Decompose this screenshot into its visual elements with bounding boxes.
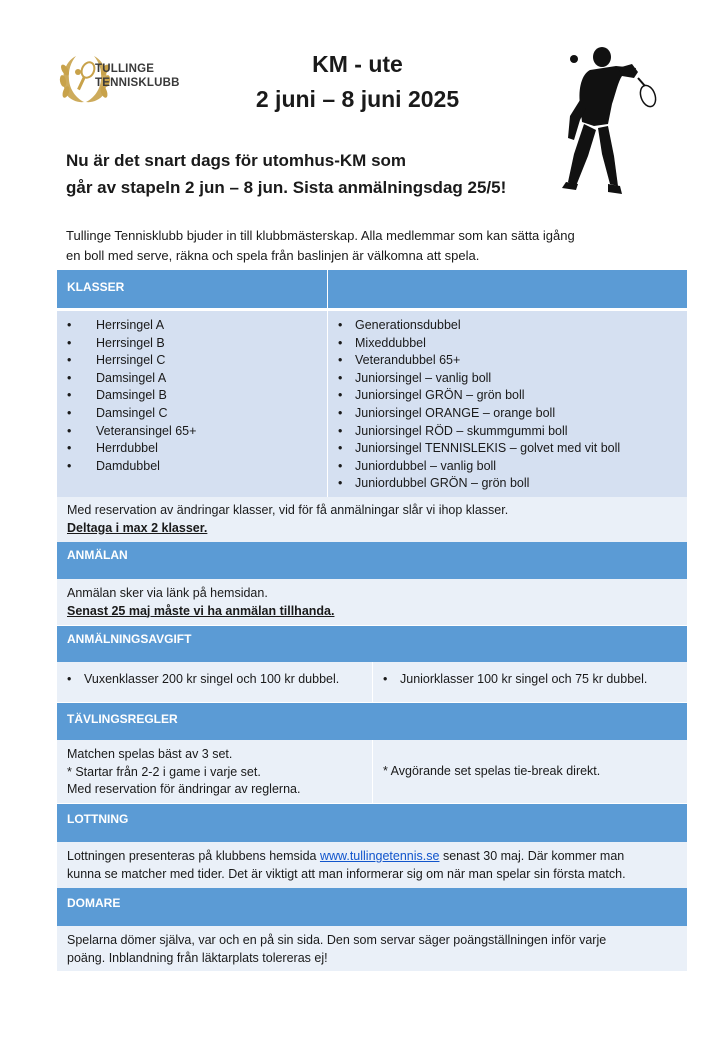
club-name-line2: TENNISKLUBB [95,77,180,89]
klass-left-item: • Veteransingel 65+ [67,423,317,441]
domare-header: DOMARE [57,888,687,926]
klass-left-item: • Damsingel A [67,370,317,388]
klass-right-item: • Juniorsingel GRÖN – grön boll [338,387,677,405]
klass-right-item: • Generationsdubbel [338,317,677,335]
domare-line1: Spelarna dömer själva, var och en på sin sida. Den som servar säger poängställningen inför varje [67,933,607,947]
klass-left-item: • Damsingel B [67,387,317,405]
club-name-line1: TULLINGE [95,63,155,75]
domare-line2: poäng. Inblandning från läktarplats tolereras ej! [67,950,328,965]
anmalan-section [57,542,687,625]
intro-line2: en boll med serve, räkna och spela från baslinjen är välkomna att spela. [66,248,480,263]
klasser-left-column [57,311,328,497]
klass-right-item: • Mixeddubbel [338,335,677,353]
regler-line2: * Startar från 2-2 i game i varje set. [67,764,261,779]
klasser-header: KLASSER [57,270,328,308]
klasser-note-bold: Deltaga i max 2 klasser. [67,520,208,535]
regler-line3: Med reservation för ändringar av reglerna. [67,782,301,796]
klasser-list-row [57,308,687,497]
klasser-left-list [67,317,317,475]
regler-header: TÄVLINGSREGLER [57,703,687,740]
klass-left-item: • Damsingel C [67,405,317,423]
lottning-body [57,842,687,888]
anmalan-text: Anmälan sker via länk på hemsidan. [67,586,268,600]
klass-left-item: • Herrsingel A [67,317,317,335]
regler-section [57,703,687,803]
domare-section [57,888,687,971]
intro-line1: Tullinge Tennisklubb bjuder in till klubbmästerskap. Alla medlemmar som kan sätta igång [66,228,575,243]
klasser-header-row [57,270,687,308]
page-title [200,50,515,113]
klass-left-item: • Herrsingel C [67,352,317,370]
anmalan-header: ANMÄLAN [57,542,687,579]
klass-right-item: • Veterandubbel 65+ [338,352,677,370]
lottning-section [57,804,687,888]
avgift-row [57,662,687,702]
club-website-link[interactable]: www.tullingetennis.se [319,849,440,863]
regler-row [57,740,687,803]
avgift-right [373,662,687,702]
headline-line2: går av stapeln 2 jun – 8 jun. Sista anmälningsdag 25/5! [66,178,507,197]
avgift-left [57,662,373,702]
klass-right-item: • Juniordubbel – vanlig boll [338,458,677,476]
avgift-header: ANMÄLNINGSAVGIFT [57,626,687,662]
avgift-adult: • Vuxenklasser 200 kr singel och 100 kr dubbel. [67,671,362,689]
headline-line1: Nu är det snart dags för utomhus-KM som [66,151,407,170]
anmalan-body [57,579,687,625]
title-line1: KM - ute [312,51,403,77]
klasser-right-list [338,317,677,493]
regler-right-text: * Avgörande set spelas tie-break direkt. [383,764,601,778]
klasser-note [57,497,687,542]
anmalan-text-bold: Senast 25 maj måste vi ha anmälan tillhanda. [67,603,335,618]
avgift-junior: • Juniorklasser 100 kr singel och 75 kr dubbel. [383,671,677,689]
klass-right-item: • Juniorsingel TENNISLEKIS – golvet med vit boll [338,440,677,458]
headline [66,147,506,201]
avgift-section [57,626,687,702]
klass-left-item: • Herrsingel B [67,335,317,353]
klasser-section [57,270,687,542]
klass-right-item: • Juniorsingel RÖD – skummgummi boll [338,423,677,441]
klass-right-item: • Juniordubbel GRÖN – grön boll [338,475,677,493]
klass-right-item: • Juniorsingel – vanlig boll [338,370,677,388]
lottning-text-before: Lottningen presenteras på klubbens hemsida [67,849,320,863]
tennis-player-silhouette-icon [560,44,660,204]
klass-left-item: • Damdubbel [67,458,317,476]
club-logo-text [95,62,180,90]
lottning-line1 [67,848,677,866]
title-line2: 2 juni – 8 juni 2025 [255,86,460,112]
klass-right-item: • Juniorsingel ORANGE – orange boll [338,405,677,423]
lottning-header: LOTTNING [57,804,687,842]
lottning-text-after: senast 30 maj. Där kommer man [439,849,625,863]
regler-line1: Matchen spelas bäst av 3 set. [67,747,233,761]
klasser-header-empty [328,270,687,308]
regler-right [373,740,687,803]
klass-left-item: • Herrdubbel [67,440,317,458]
regler-left [57,740,373,803]
intro-text [66,226,666,266]
lottning-line2: kunna se matcher med tider. Det är viktigt att man informerar sig om när man spelar sin första match. [67,866,626,881]
klasser-note-text: Med reservation av ändringar klasser, vid för få anmälningar slår vi ihop klasser. [67,503,509,517]
klasser-right-column [328,311,687,497]
domare-body [57,926,687,971]
